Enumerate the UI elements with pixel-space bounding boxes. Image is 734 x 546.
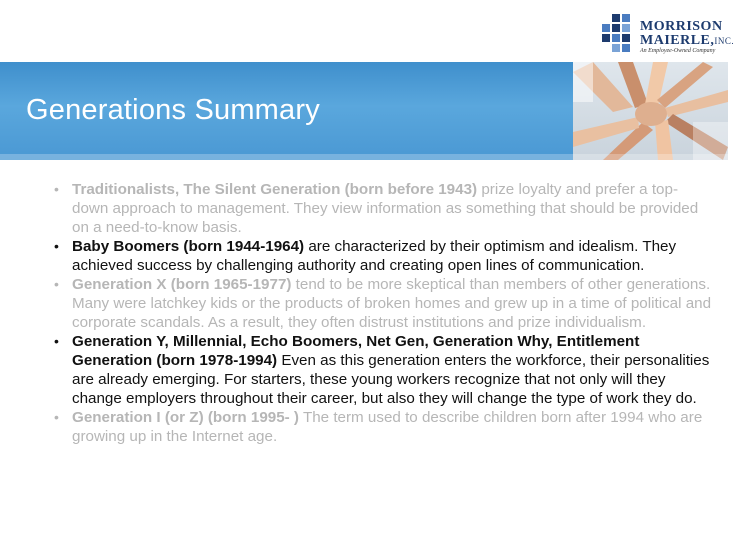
logo-tagline: An Employee-Owned Company — [640, 48, 716, 54]
logo-name-line2-text: MAIERLE, — [640, 33, 715, 48]
list-item-text: Even as this generation enters the workforce, their personalities are already emerging. For starters, these young workers recognize that not only will they change employers throughout their career, but also they will change the type of work they do. — [72, 352, 710, 407]
list-item-text: prize loyalty and prefer a top-down approach to management. They view information as something that should be provided on a need-to-know basis. — [72, 181, 699, 236]
list-item-text: are characterized by their optimism and idealism. They achieved success by challenging authority and creating open lines of communication. — [72, 238, 677, 274]
list-item-generation-i — [46, 408, 714, 446]
logo-name-suffix: INC. — [714, 36, 734, 46]
generations-list — [46, 180, 714, 446]
list-item-lead: Traditionalists, The Silent Generation (born before 1943) — [72, 181, 478, 198]
list-item-generation-x — [46, 275, 714, 332]
list-item-lead: Generation Y, Millennial, Echo Boomers, Net Gen, Generation Why, Entitlement Generation (born 1978-1994) — [72, 333, 640, 369]
list-item-lead: Generation X (born 1965-1977) — [72, 276, 292, 293]
bullet-icon: • — [54, 333, 59, 349]
list-item-generation-y — [46, 332, 714, 408]
list-item-text: The term used to describe children born after 1994 who are growing up in the Internet age. — [72, 409, 703, 445]
page-title: Generations Summary — [26, 94, 320, 126]
hands-stacked-teamwork-photo — [573, 62, 728, 160]
company-logo — [600, 12, 734, 58]
bullet-icon: • — [54, 276, 59, 292]
logo-squares-icon — [600, 12, 636, 54]
list-item-text: tend to be more skeptical than members of other generations. Many were latchkey kids or the products of broken homes and grew up in a time of political and corporate scandals. As a result, they often distrust institutions and prize individualism. — [72, 276, 712, 331]
list-item-baby-boomers — [46, 237, 714, 275]
bullet-icon: • — [54, 238, 59, 254]
generations-list-container — [46, 180, 714, 446]
bullet-icon: • — [54, 409, 59, 425]
list-item-lead: Baby Boomers (born 1944-1964) — [72, 238, 305, 255]
logo-name-line2 — [640, 33, 734, 49]
logo-name-line1: MORRISON — [640, 19, 723, 34]
list-item-traditionalists — [46, 180, 714, 237]
list-item-lead: Generation I (or Z) (born 1995- ) — [72, 409, 299, 426]
bullet-icon: • — [54, 181, 59, 197]
